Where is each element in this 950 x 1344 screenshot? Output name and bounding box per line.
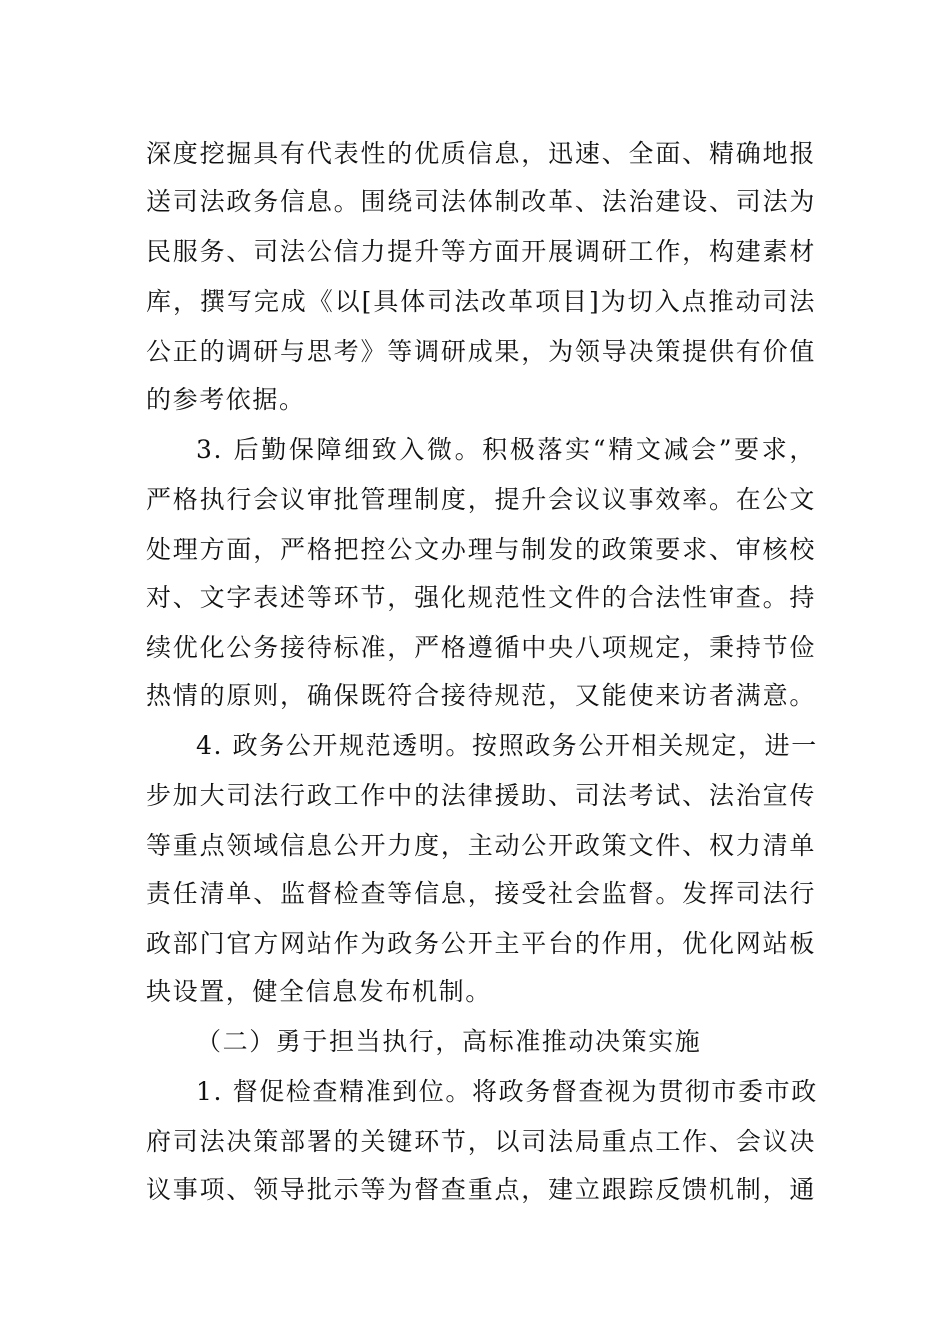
paragraph-heading-line: 3. 后勤保障细致入微。积极落实“精文减会”要求， bbox=[196, 435, 816, 464]
text-line: 块设置，健全信息发布机制。 bbox=[146, 977, 492, 1006]
text-line: 责任清单、监督检查等信息，接受社会监督。发挥司法行 bbox=[146, 879, 816, 908]
section-subheading: （二）勇于担当执行，高标准推动决策实施 bbox=[196, 1027, 702, 1056]
text-line: 民服务、司法公信力提升等方面开展调研工作，构建素材 bbox=[146, 237, 816, 266]
paragraph-heading-line: 4. 政务公开规范透明。按照政务公开相关规定，进一 bbox=[196, 731, 818, 760]
text-line: 深度挖掘具有代表性的优质信息，迅速、全面、精确地报 bbox=[146, 139, 816, 168]
text-line: 对、文字表述等环节，强化规范性文件的合法性审查。持 bbox=[146, 583, 816, 612]
text-line: 热情的原则，确保既符合接待规范，又能使来访者满意。 bbox=[146, 681, 816, 710]
text-line: 的参考依据。 bbox=[146, 385, 306, 414]
text-line: 严格执行会议审批管理制度，提升会议议事效率。在公文 bbox=[146, 485, 816, 514]
text-line: 公正的调研与思考》等调研成果，为领导决策提供有价值 bbox=[146, 337, 816, 366]
text-line: 等重点领域信息公开力度，主动公开政策文件、权力清单 bbox=[146, 831, 816, 860]
paragraph-heading-line: 1. 督促检查精准到位。将政务督查视为贯彻市委市政 bbox=[196, 1077, 818, 1106]
text-line: 续优化公务接待标准，严格遵循中央八项规定，秉持节俭 bbox=[146, 633, 816, 662]
text-line: 政部门官方网站作为政务公开主平台的作用，优化网站板 bbox=[146, 929, 816, 958]
text-line: 送司法政务信息。围绕司法体制改革、法治建设、司法为 bbox=[146, 187, 816, 216]
text-line: 步加大司法行政工作中的法律援助、司法考试、法治宣传 bbox=[146, 781, 816, 810]
text-line: 府司法决策部署的关键环节，以司法局重点工作、会议决 bbox=[146, 1127, 816, 1156]
text-line: 议事项、领导批示等为督查重点，建立跟踪反馈机制，通 bbox=[146, 1175, 816, 1204]
text-line: 库，撰写完成《以[具体司法改革项目]为切入点推动司法 bbox=[146, 287, 816, 316]
text-line: 处理方面，严格把控公文办理与制发的政策要求、审核校 bbox=[146, 535, 816, 564]
